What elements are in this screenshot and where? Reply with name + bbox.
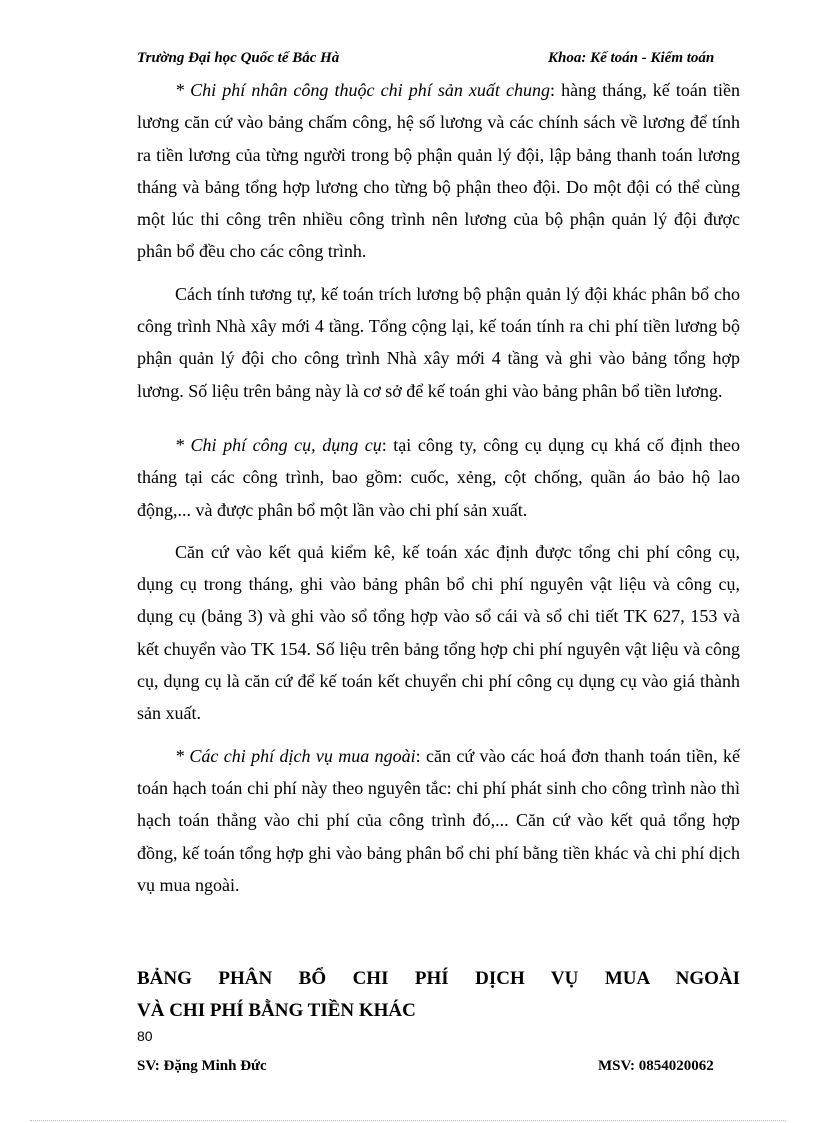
- paragraph-lead: * Các chi phí dịch vụ mua ngoài: [175, 745, 416, 766]
- section-title: [137, 963, 740, 1027]
- paragraph-body: : căn cứ vào các hoá đơn thanh toán tiền, kế toán hạch toán chi phí này theo nguyên tắc: chi phí phát sinh cho công trình nào thì hạch toán thẳng vào chi phí của công trình đó,... Căn cứ vào kết quả tổng hợp đồng, kế toán tổng hợp ghi vào bảng phân bổ chi phí bằng tiền khác và chi phí dịch vụ mua ngoài.: [137, 745, 740, 895]
- paragraph-inventory: [137, 536, 740, 730]
- paragraph-body: : tại công ty, công cụ dụng cụ khá cố định theo tháng tại các công trình, bao gồm: cuốc, xẻng, cột chống, quần áo bảo hộ lao động,... và được phân bổ một lần vào chi phí sản xuất.: [137, 434, 740, 520]
- paragraph-body: : hàng tháng, kế toán tiền lương căn cứ vào bảng chấm công, hệ số lương và các chính sách về lương để tính ra tiền lương của từng người trong bộ phận quản lý đội, lập bảng thanh toán lương tháng và bảng tổng hợp lương cho từng bộ phận theo đội. Do một đội có thể cùng một lúc thi công trên nhiều công trình nên lương của bộ phận quản lý đội được phân bổ đều cho các công trình.: [137, 80, 740, 262]
- header-school: Trường Đại học Quốc tế Bắc Hà: [137, 50, 340, 66]
- footer-student-id: MSV: 0854020062: [598, 1058, 714, 1074]
- page-bottom-divider: [30, 1120, 786, 1121]
- paragraph-body: Căn cứ vào kết quả kiểm kê, kế toán xác định được tổng chi phí công cụ, dụng cụ trong tháng, ghi vào bảng phân bổ chi phí nguyên vật liệu và công cụ, dụng cụ (bảng 3) và ghi vào sổ tổng hợp vào sổ cái và sổ chi tiết TK 627, 153 và kết chuyển vào TK 154. Số liệu trên bảng tổng hợp chi phí nguyên vật liệu và công cụ, dụng cụ là căn cứ để kế toán kết chuyển chi phí công cụ dụng cụ vào giá thành sản xuất.: [137, 541, 740, 724]
- section-title-line2: VÀ CHI PHÍ BẰNG TIỀN KHÁC: [137, 1000, 416, 1021]
- paragraph-labor-cost: [137, 74, 740, 268]
- header-faculty: Khoa: Kế toán - Kiểm toán: [548, 50, 715, 66]
- page-number: 80: [137, 1028, 153, 1044]
- paragraph-body: Cách tính tương tự, kế toán trích lương bộ phận quản lý đội khác phân bổ cho công trình Nhà xây mới 4 tầng. Tổng cộng lại, kế toán tính ra chi phí tiền lương bộ phận quản lý đội cho công trình Nhà xây mới 4 tầng và ghi vào bảng tổng hợp lương. Số liệu trên bảng này là cơ sở để kế toán ghi vào bảng phân bổ tiền lương.: [137, 283, 740, 401]
- paragraph-lead: * Chi phí nhân công thuộc chi phí sản xuất chung: [175, 80, 551, 100]
- paragraph-outsourced-services: [137, 740, 740, 901]
- paragraph-lead: * Chi phí công cụ, dụng cụ: [175, 434, 382, 455]
- paragraph-management-salary: [137, 278, 740, 407]
- paragraph-tools-cost: [137, 429, 740, 526]
- section-title-line1: BẢNG PHÂN BỔ CHI PHÍ DỊCH VỤ MUA NGOÀI: [137, 968, 740, 989]
- footer-student: SV: Đặng Minh Đức: [137, 1058, 267, 1074]
- body-text: [137, 74, 740, 901]
